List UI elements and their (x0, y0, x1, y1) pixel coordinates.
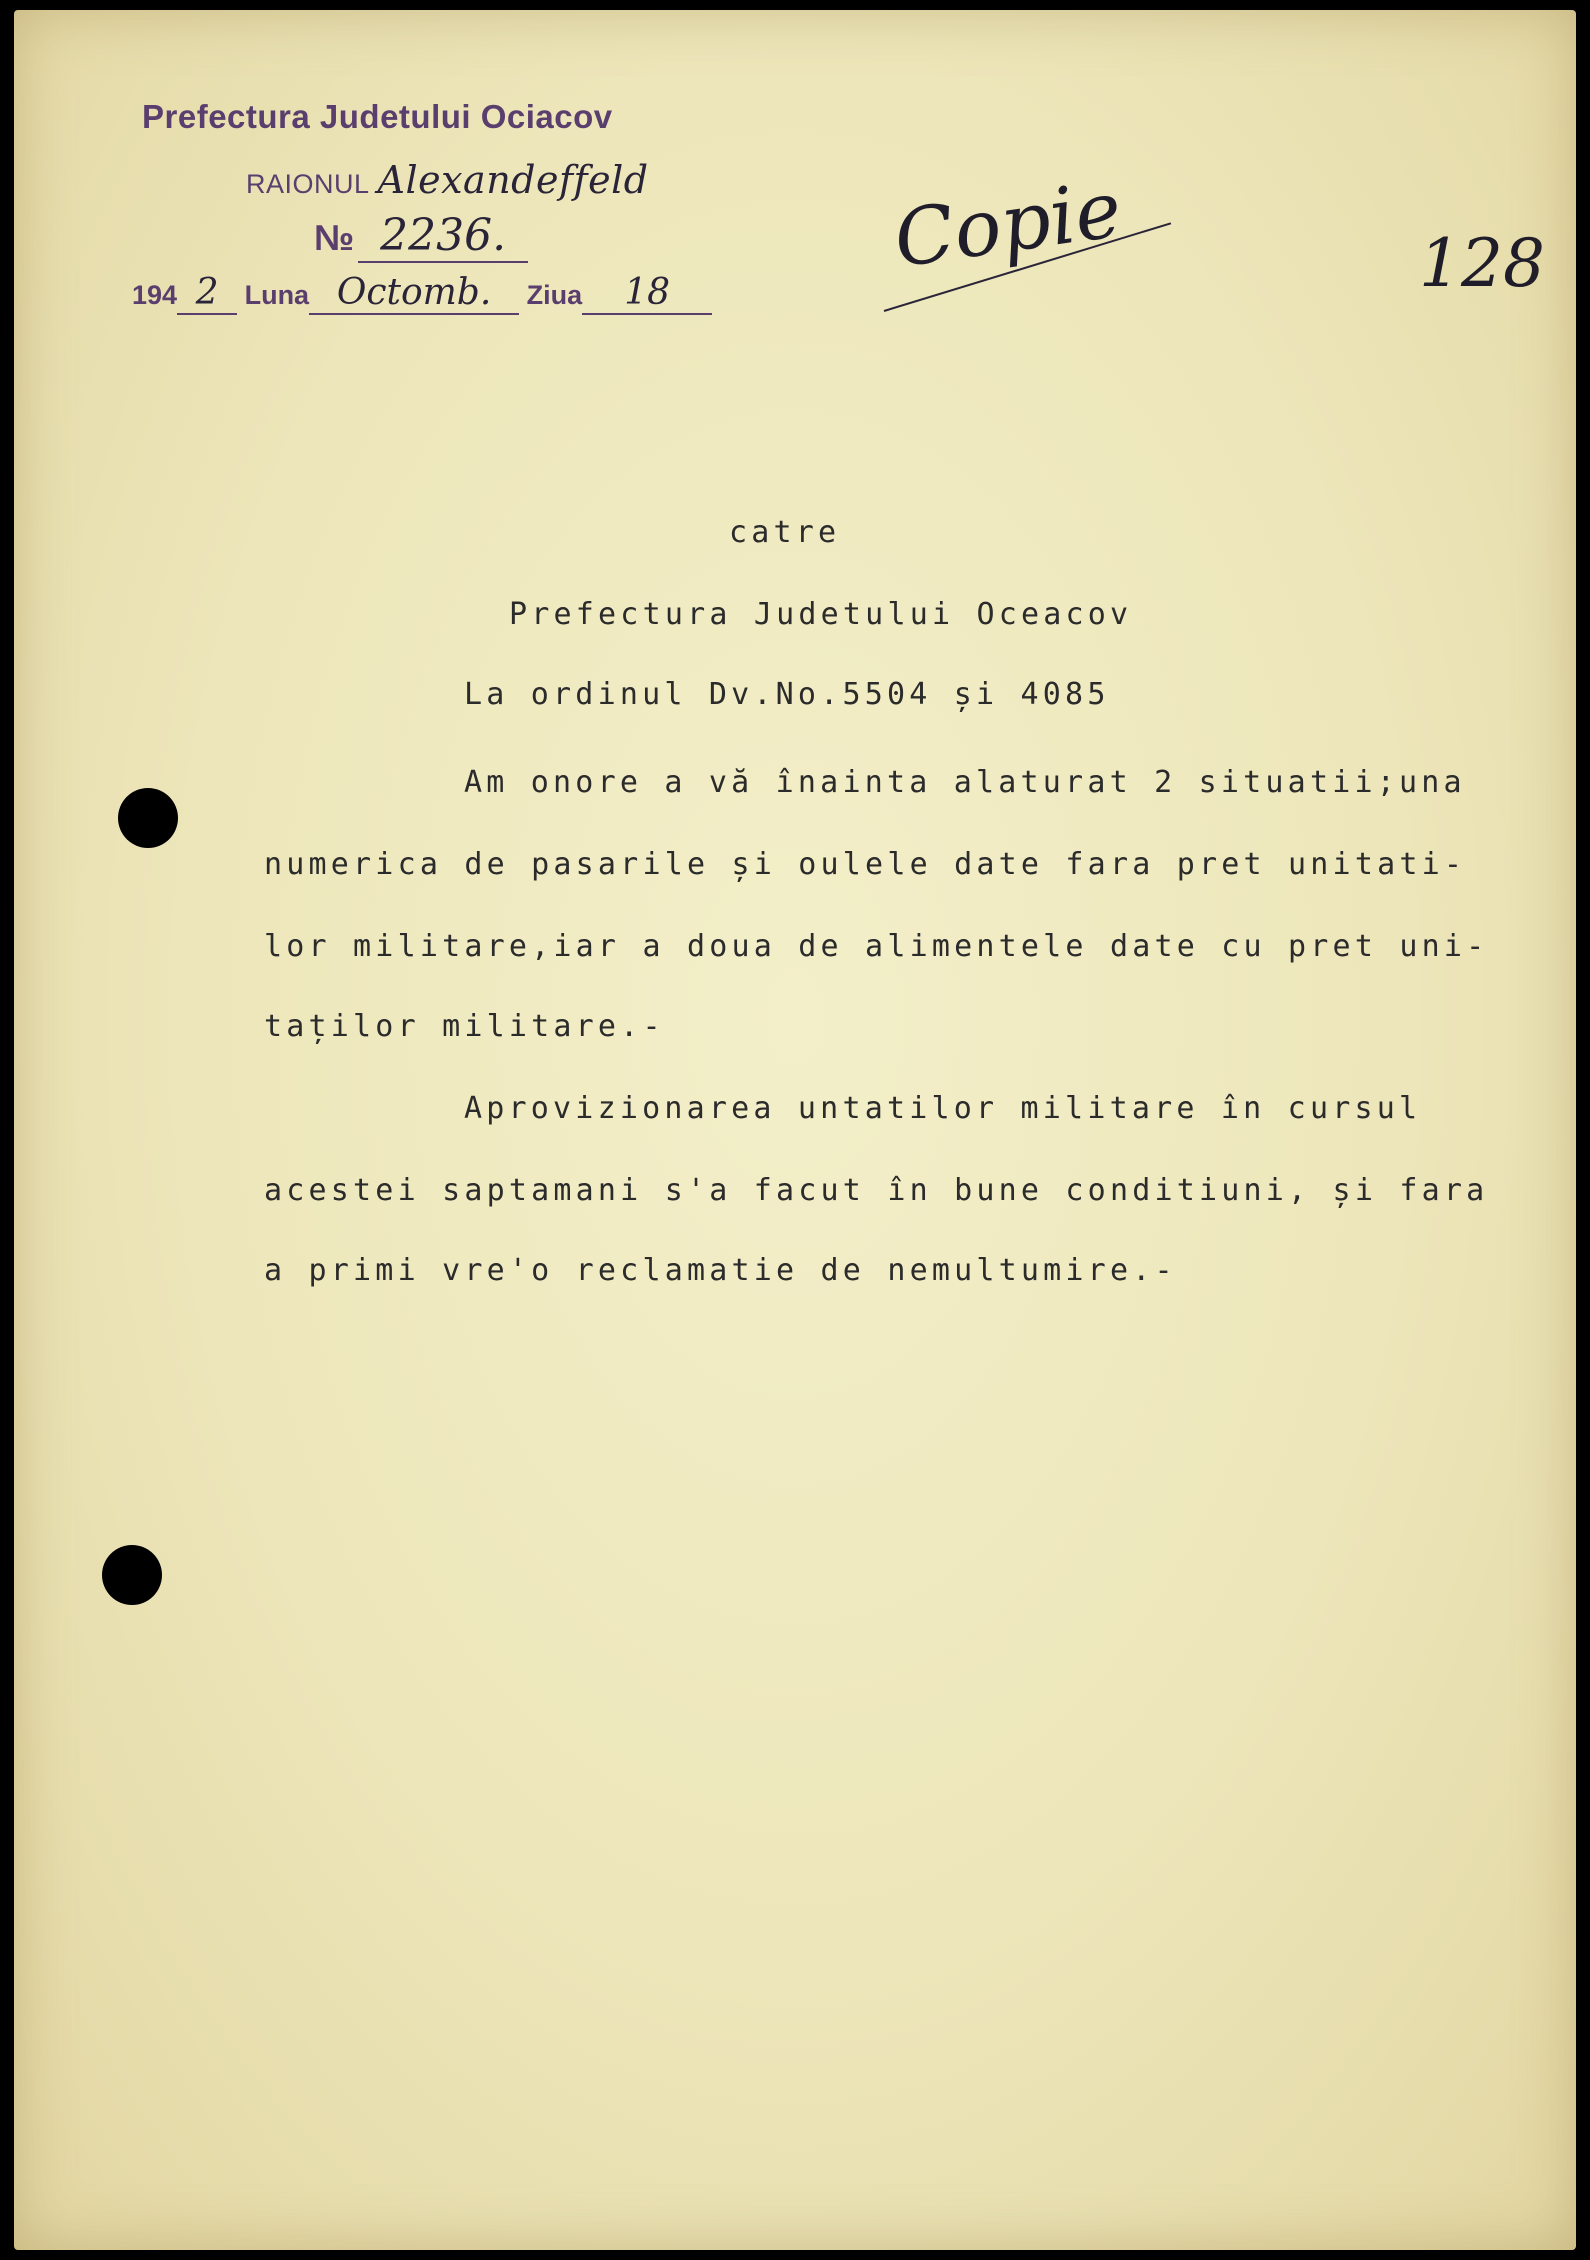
letter-reference: La ordinul Dv.No.5504 și 4085 (464, 677, 1110, 712)
paragraph2-line: acestei saptamani s'a facut în bune conditiuni, și fara (264, 1173, 1489, 1208)
paragraph1-line: lor militare,iar a doua de alimentele date cu pret uni- (264, 929, 1489, 964)
paragraph2-line: a primi vre'o reclamatie de nemultumire.- (264, 1253, 1177, 1288)
raion-handwritten: Alexandeffeld (377, 158, 649, 202)
stamp-date-line (132, 272, 712, 315)
paragraph1-line: numerica de pasarile și oulele date fara pret unitati- (264, 847, 1467, 882)
stamp-number-line (314, 210, 528, 263)
day-handwritten: 18 (582, 272, 712, 315)
stamp-raion-line (246, 158, 649, 202)
stamp-title: Prefectura Judetului Ociacov (142, 98, 613, 135)
raion-label: RAIONUL (246, 169, 370, 199)
day-label: Ziua (526, 280, 583, 310)
number-handwritten: 2236. (358, 210, 528, 263)
letter-salutation: catre (729, 515, 841, 550)
paragraph1-line: Am onore a vă înainta alaturat 2 situatii;una (464, 765, 1466, 800)
paragraph2-line: Aprovizionarea untatilor militare în cursul (464, 1091, 1422, 1126)
paragraph1-line: taților militare.- (264, 1009, 665, 1044)
month-label: Luna (244, 280, 310, 310)
month-handwritten: Octomb. (309, 272, 519, 315)
year-handwritten: 2 (177, 272, 237, 315)
page-number-handwritten: 128 (1419, 225, 1545, 302)
punch-hole-bottom (102, 1545, 162, 1605)
document-page (14, 10, 1576, 2250)
number-label: № (314, 217, 355, 258)
punch-hole-top (118, 788, 178, 848)
letter-recipient: Prefectura Judetului Oceacov (509, 597, 1133, 632)
copy-mark-handwritten: Copie (888, 164, 1127, 286)
year-prefix: 194 (132, 280, 178, 310)
